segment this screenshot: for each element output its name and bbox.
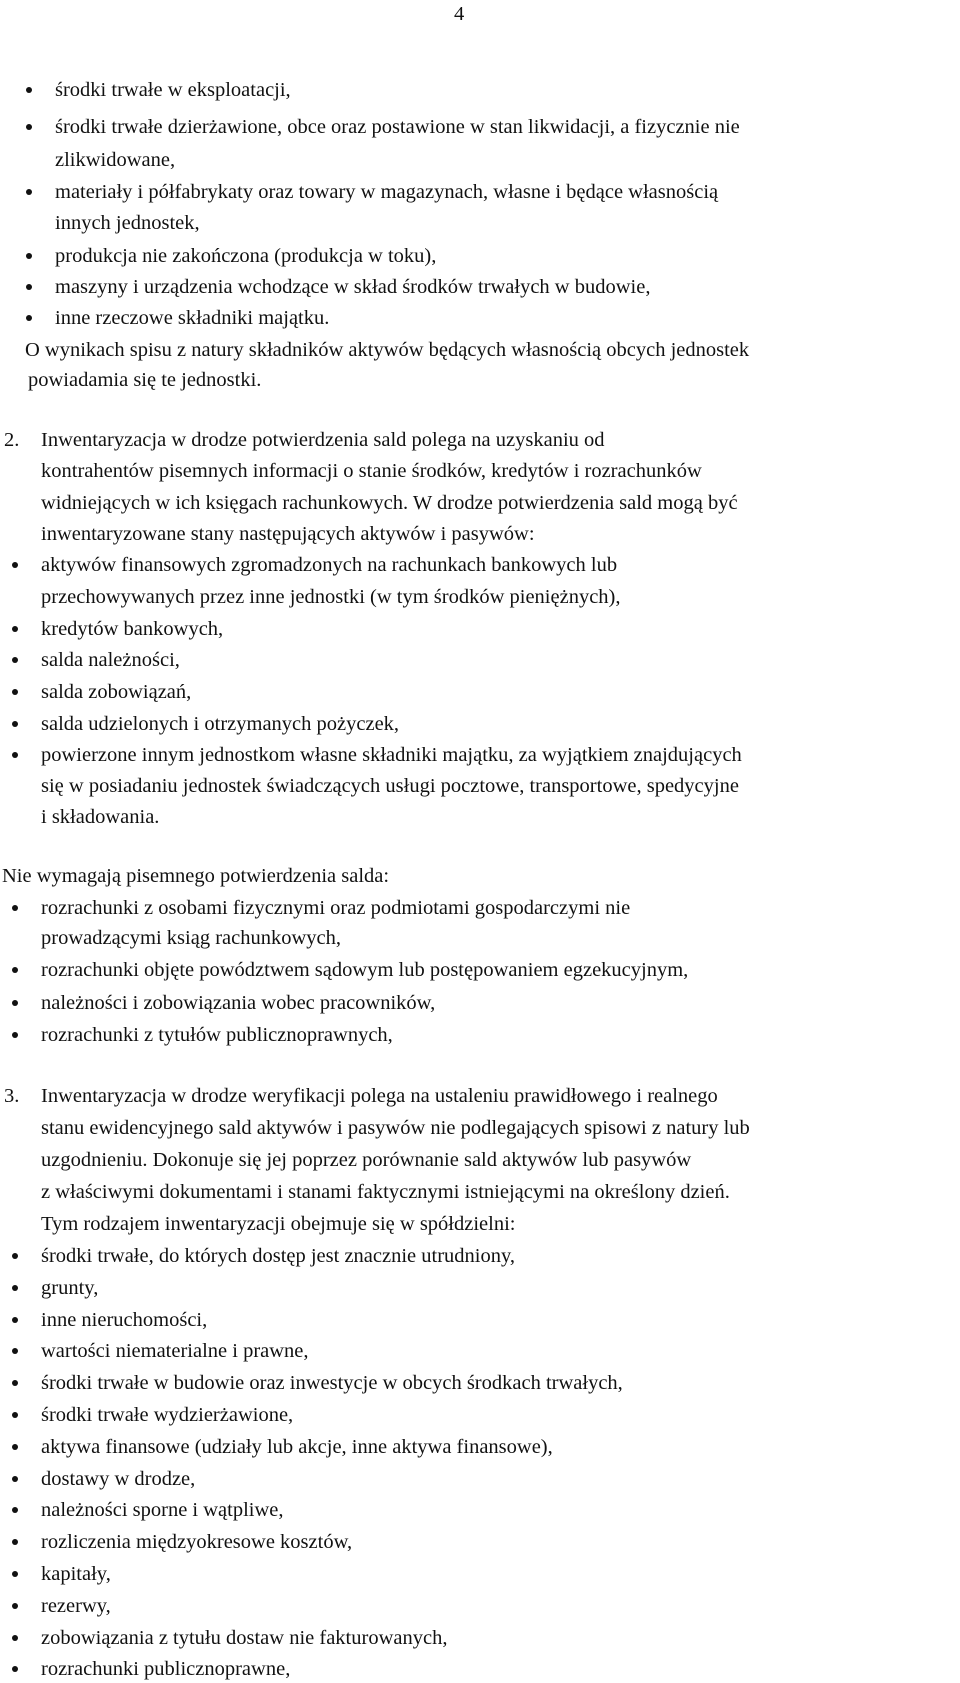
bullet-icon (12, 1412, 18, 1418)
list-item-text: środki trwałe w eksploatacji, (55, 79, 291, 101)
list-item-text: rozrachunki z tytułów publicznoprawnych, (41, 1024, 393, 1046)
bullet-icon (12, 657, 18, 663)
paragraph-text: Inwentaryzacja w drodze weryfikacji polega na ustaleniu prawidłowego i realnego (41, 1085, 718, 1107)
list-item-text: innych jednostek, (55, 212, 200, 234)
section-number: 2. (4, 429, 20, 451)
bullet-icon (26, 124, 32, 130)
bullet-icon (12, 1380, 18, 1386)
bullet-icon (12, 1666, 18, 1672)
list-item-text: dostawy w drodze, (41, 1468, 196, 1490)
list-item-text: aktywów finansowych zgromadzonych na rachunkach bankowych lub (41, 554, 618, 576)
list-item-text: rozrachunki publicznoprawne, (41, 1658, 291, 1680)
bullet-icon (12, 1476, 18, 1482)
paragraph-text: Tym rodzajem inwentaryzacji obejmuje się w spółdzielni: (41, 1213, 516, 1235)
list-item-text: należności i zobowiązania wobec pracowników, (41, 992, 436, 1014)
bullet-icon (12, 905, 18, 911)
paragraph-text: z właściwymi dokumentami i stanami faktycznymi istniejącymi na określony dzień. (41, 1181, 730, 1203)
bullet-icon (12, 1539, 18, 1545)
bullet-icon (12, 1507, 18, 1513)
list-item-text: środki trwałe wydzierżawione, (41, 1404, 294, 1426)
bullet-icon (12, 967, 18, 973)
bullet-icon (12, 1635, 18, 1641)
list-item-text: rozliczenia międzyokresowe kosztów, (41, 1531, 353, 1553)
page-number: 4 (454, 3, 465, 25)
list-item-text: kredytów bankowych, (41, 618, 224, 640)
list-item-text: inne nieruchomości, (41, 1309, 208, 1331)
bullet-icon (12, 1253, 18, 1259)
paragraph-text: kontrahentów pisemnych informacji o stanie środków, kredytów i rozrachunków (41, 460, 702, 482)
list-item-text: produkcja nie zakończona (produkcja w toku), (55, 245, 437, 267)
section-heading: Nie wymagają pisemnego potwierdzenia salda: (2, 865, 390, 887)
list-item-text: rezerwy, (41, 1595, 111, 1617)
list-item-text: grunty, (41, 1277, 99, 1299)
note-text: powiadamia się te jednostki. (28, 369, 262, 391)
bullet-icon (26, 87, 32, 93)
list-item-text: przechowywanych przez inne jednostki (w tym środków pieniężnych), (41, 586, 621, 608)
list-item-text: salda należności, (41, 649, 180, 671)
list-item-text: środki trwałe dzierżawione, obce oraz postawione w stan likwidacji, a fizycznie nie (55, 116, 740, 138)
paragraph-text: Inwentaryzacja w drodze potwierdzenia sald polega na uzyskaniu od (41, 429, 605, 451)
list-item-text: rozrachunki objęte powództwem sądowym lub postępowaniem egzekucyjnym, (41, 959, 689, 981)
list-item-text: inne rzeczowe składniki majątku. (55, 307, 330, 329)
bullet-icon (26, 189, 32, 195)
list-item-text: środki trwałe, do których dostęp jest znacznie utrudniony, (41, 1245, 516, 1267)
list-item-text: aktywa finansowe (udziały lub akcje, inne aktywa finansowe), (41, 1436, 553, 1458)
paragraph-text: inwentaryzowane stany następujących aktywów i pasywów: (41, 523, 535, 545)
bullet-icon (12, 721, 18, 727)
list-item-text: materiały i półfabrykaty oraz towary w magazynach, własne i będące własnością (55, 181, 719, 203)
list-item-text: środki trwałe w budowie oraz inwestycje w obcych środkach trwałych, (41, 1372, 623, 1394)
paragraph-text: widniejących w ich księgach rachunkowych. W drodze potwierdzenia sald mogą być (41, 492, 738, 514)
list-item-text: salda udzielonych i otrzymanych pożyczek, (41, 713, 400, 735)
list-item-text: i składowania. (41, 806, 160, 828)
list-item-text: wartości niematerialne i prawne, (41, 1340, 309, 1362)
list-item-text: prowadzącymi ksiąg rachunkowych, (41, 927, 341, 949)
list-item-text: się w posiadaniu jednostek świadczących usługi pocztowe, transportowe, spedycyjne (41, 775, 739, 797)
bullet-icon (12, 1000, 18, 1006)
bullet-icon (26, 253, 32, 259)
list-item-text: salda zobowiązań, (41, 681, 192, 703)
bullet-icon (12, 752, 18, 758)
bullet-icon (12, 562, 18, 568)
bullet-icon (12, 1444, 18, 1450)
bullet-icon (12, 1317, 18, 1323)
list-item-text: maszyny i urządzenia wchodzące w skład środków trwałych w budowie, (55, 276, 651, 298)
bullet-icon (12, 1603, 18, 1609)
note-text: O wynikach spisu z natury składników aktywów będących własnością obcych jednostek (25, 339, 750, 361)
bullet-icon (12, 689, 18, 695)
paragraph-text: uzgodnieniu. Dokonuje się jej poprzez porównanie sald aktywów lub pasywów (41, 1149, 692, 1171)
bullet-icon (26, 315, 32, 321)
list-item-text: kapitały, (41, 1563, 111, 1585)
bullet-icon (26, 284, 32, 290)
list-item-text: rozrachunki z osobami fizycznymi oraz podmiotami gospodarczymi nie (41, 897, 631, 919)
paragraph-text: stanu ewidencyjnego sald aktywów i pasywów nie podlegających spisowi z natury lub (41, 1117, 750, 1139)
list-item-text: powierzone innym jednostkom własne składniki majątku, za wyjątkiem znajdujących (41, 744, 742, 766)
bullet-icon (12, 1285, 18, 1291)
bullet-icon (12, 1032, 18, 1038)
bullet-icon (12, 1571, 18, 1577)
bullet-icon (12, 1348, 18, 1354)
list-item-text: należności sporne i wątpliwe, (41, 1499, 284, 1521)
list-item-text: zlikwidowane, (55, 149, 176, 171)
list-item-text: zobowiązania z tytułu dostaw nie fakturowanych, (41, 1627, 448, 1649)
section-number: 3. (4, 1085, 20, 1107)
bullet-icon (12, 626, 18, 632)
